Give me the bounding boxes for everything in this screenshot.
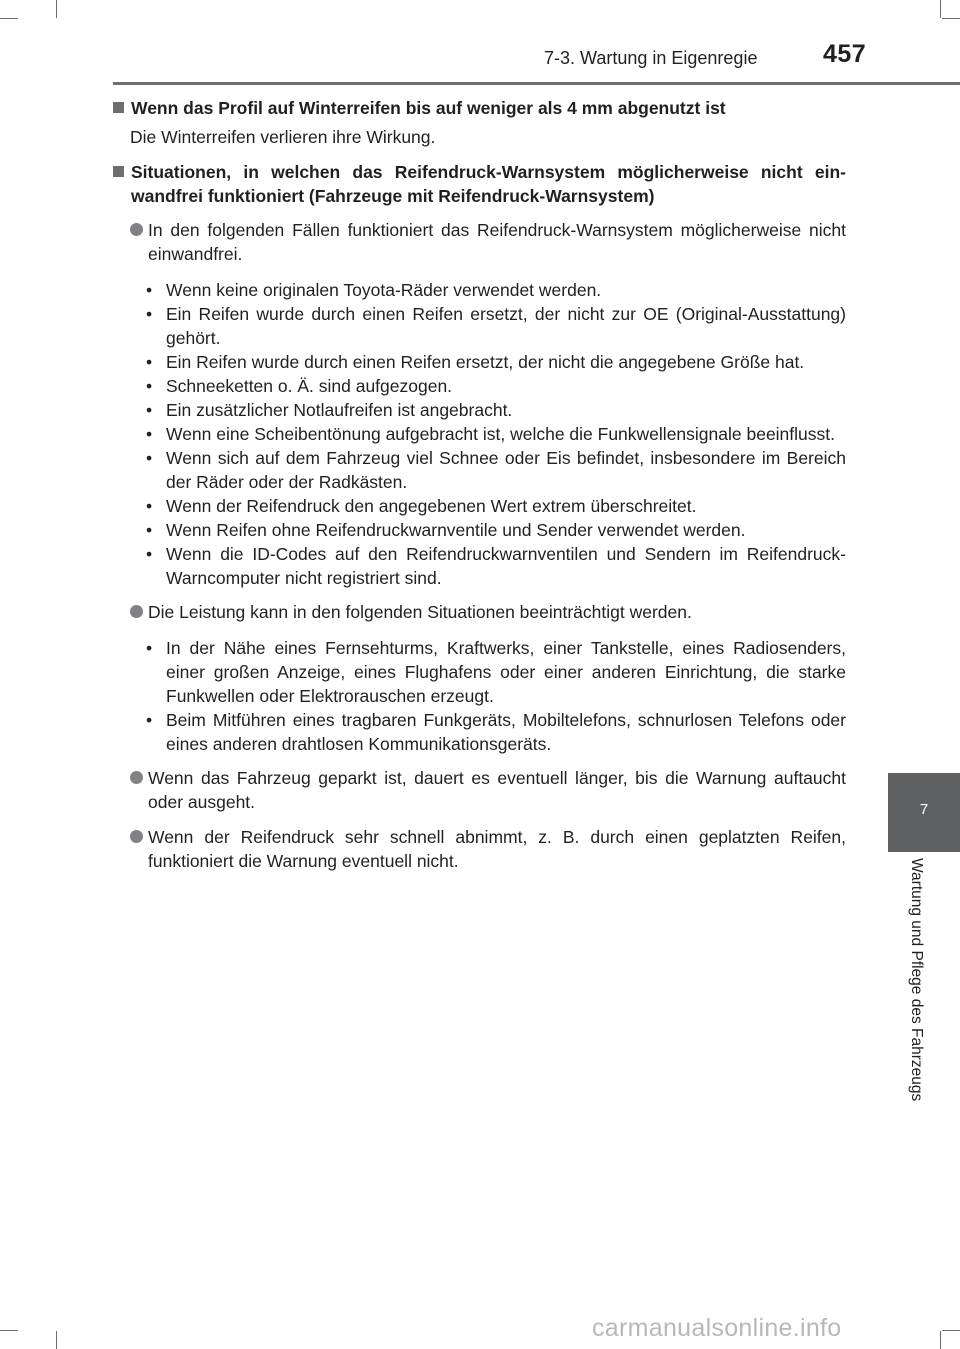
chapter-title: Wartung und Pflege des Fahrzeugs xyxy=(908,858,925,1102)
crop-mark xyxy=(940,0,941,18)
bullet-paragraph: In den folgenden Fällen funktioniert das Reifendruck-Warnsystem möglicherweise nicht einwandfrei. xyxy=(113,218,846,266)
round-bullet-icon xyxy=(130,830,143,843)
list-item: • Wenn keine originalen Toyota-Räder verwendet werden. xyxy=(146,280,602,300)
sub-list xyxy=(113,278,846,590)
crop-mark xyxy=(942,1330,960,1331)
bullet-glyph: • xyxy=(146,352,153,372)
list-item: • Wenn eine Scheibentönung aufgebracht ist, welche die Funkwellensignale beeinflusst. xyxy=(146,424,835,444)
sub-list xyxy=(113,636,846,756)
bullet-glyph: • xyxy=(146,400,153,420)
list-item: • Wenn sich auf dem Fahrzeug viel Schnee oder Eis befindet, insbesondere im Bereich der Räder oder der Radkästen. xyxy=(146,448,846,492)
bullet-glyph: • xyxy=(146,544,153,564)
list-item: • In der Nähe eines Fernsehturms, Kraftwerks, einer Tankstelle, eines Radiosenders, einer großen Anzeige, eines Flughafens oder einer anderen Einrichtung, die starke Funkwellen oder Elektrorauschen erzeugt. xyxy=(146,638,846,706)
crop-mark xyxy=(942,18,960,19)
list-item: • Schneeketten o. Ä. sind aufgezogen. xyxy=(146,376,453,396)
section-heading: Wenn das Profil auf Winterreifen bis auf weniger als 4 mm abgenutzt ist xyxy=(113,96,846,120)
list-item: • Wenn Reifen ohne Reifendruckwarnventile und Sender verwendet werden. xyxy=(146,520,746,540)
paragraph: Die Winterreifen verlieren ihre Wirkung. xyxy=(130,127,436,147)
list-item: • Ein Reifen wurde durch einen Reifen ersetzt, der nicht zur OE (Original-Ausstattung) gehört. xyxy=(146,304,846,348)
bullet-glyph: • xyxy=(146,520,153,540)
list-item: • Wenn der Reifendruck den angegebenen Wert extrem überschreitet. xyxy=(146,496,697,516)
page-number: 457 xyxy=(823,40,867,68)
list-item: • Ein zusätzlicher Notlaufreifen ist angebracht. xyxy=(146,400,513,420)
list-item: • Beim Mitführen eines tragbaren Funkgeräts, Mobiltelefons, schnurlosen Telefons oder eines anderen drahtlosen Kommunikationsgeräts. xyxy=(146,710,846,754)
bullet-glyph: • xyxy=(146,496,153,516)
square-bullet-icon xyxy=(113,102,124,113)
list-item: • Ein Reifen wurde durch einen Reifen ersetzt, der nicht die angegebene Größe hat. xyxy=(146,352,805,372)
crop-mark xyxy=(56,0,57,18)
round-bullet-icon xyxy=(130,605,143,618)
bullet-glyph: • xyxy=(146,638,153,658)
bullet-glyph: • xyxy=(146,448,153,468)
round-bullet-icon xyxy=(130,771,143,784)
crop-mark xyxy=(56,1331,57,1349)
crop-mark xyxy=(0,1330,18,1331)
bullet-glyph: • xyxy=(146,376,153,396)
chapter-tab xyxy=(888,773,960,852)
square-bullet-icon xyxy=(113,166,124,177)
crop-mark xyxy=(940,1331,941,1349)
watermark: carmanualsonline.info xyxy=(592,1314,842,1342)
header-section-title: 7-3. Wartung in Eigenregie xyxy=(544,48,758,68)
bullet-glyph: • xyxy=(146,424,153,444)
page-content xyxy=(113,96,846,884)
bullet-paragraph: Wenn der Reifendruck sehr schnell abnimmt, z. B. durch einen geplatzten Reifen, funktioniert die Warnung eventuell nicht. xyxy=(113,825,846,873)
chapter-number: 7 xyxy=(919,801,929,818)
section-heading: Situationen, in welchen das Reifendruck-Warnsystem möglicherweise nicht einwandfrei funktioniert (Fahrzeuge mit Reifendruck-Warnsystem) xyxy=(113,160,846,208)
bullet-paragraph: Wenn das Fahrzeug geparkt ist, dauert es eventuell länger, bis die Warnung auftaucht oder ausgeht. xyxy=(113,766,846,814)
bullet-paragraph: Die Leistung kann in den folgenden Situationen beeinträchtigt werden. xyxy=(113,600,846,624)
bullet-glyph: • xyxy=(146,710,153,730)
list-item: • Wenn die ID-Codes auf den Reifendruckwarnventilen und Sendern im Reifendruck-Warncomputer nicht registriert sind. xyxy=(146,544,846,588)
crop-mark xyxy=(0,18,18,19)
bullet-glyph: • xyxy=(146,304,153,324)
round-bullet-icon xyxy=(130,223,143,236)
header-divider xyxy=(113,82,960,85)
bullet-glyph: • xyxy=(146,280,153,300)
